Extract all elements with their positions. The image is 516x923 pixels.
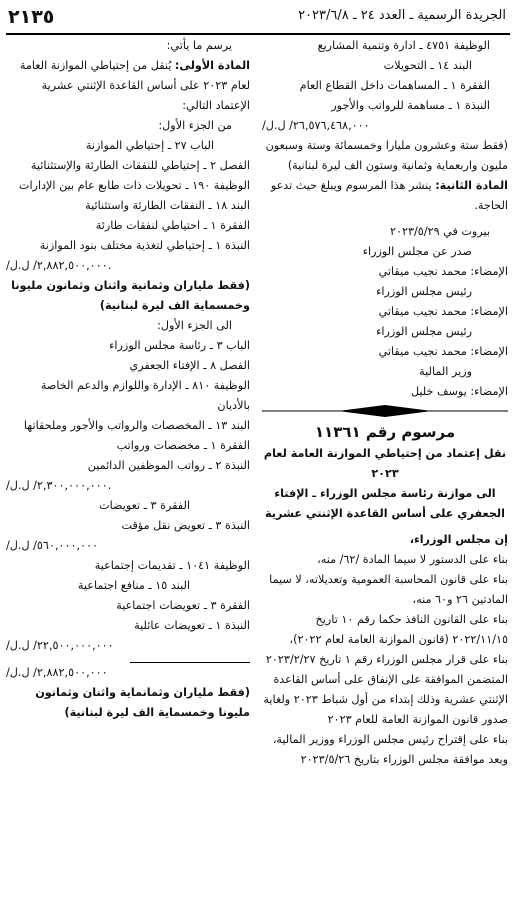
left-column bbox=[6, 36, 250, 723]
preamble-item: وبعد موافقة مجلس الوزراء بتاريخ ٢٠٢٣/٥/٢٦ bbox=[300, 753, 508, 766]
article-one bbox=[6, 56, 250, 116]
text-line: النبذة ١ ـ مساهمة للرواتب والأجور bbox=[331, 99, 490, 112]
amount-in-words: (فقط ستة وعشرون مليارا وخمسمائة وستة وسبعون مليون واربعماية وثمانية وستون الف ليرة لبنانية) bbox=[265, 139, 508, 172]
amount-line: /٢,٣٠٠,٠٠٠,٠٠٠/ ل.ل. bbox=[6, 479, 112, 492]
budget-line: الوظيفة ١٠٤١ ـ تقديمات إجتماعية bbox=[94, 559, 250, 572]
budget-line: الفقرة ٣ ـ تعويضات bbox=[99, 499, 190, 512]
budget-part: الى الجزء الأول: bbox=[157, 319, 232, 332]
section-separator bbox=[262, 402, 508, 420]
decree-number: مرسوم رقم ١١٣٦١ bbox=[314, 423, 456, 441]
role-line: رئيس مجلس الوزراء bbox=[376, 325, 472, 338]
signature-line: الإمضاء: محمد نجيب ميقاتي bbox=[378, 265, 508, 278]
budget-part: من الجزء الأول: bbox=[158, 119, 232, 132]
preamble-opening: إن مجلس الوزراء، bbox=[409, 533, 508, 546]
budget-line: النبذة ١ ـ إحتياطي لتغذية مختلف بنود الموازنة bbox=[39, 239, 250, 252]
article-two bbox=[262, 176, 508, 216]
page-number: ٢١٣٥ bbox=[8, 6, 55, 28]
budget-line: البند ١٨ ـ النفقات الطارئة واستثنائية bbox=[85, 199, 250, 212]
budget-line: الوظيفة ٨١٠ ـ الإدارة واللوازم والدعم الخاصة بالأديان bbox=[40, 379, 250, 412]
separator-ornament bbox=[262, 405, 508, 417]
role-line: وزير المالية bbox=[419, 365, 472, 378]
decree-clause: يرسم ما يأتي: bbox=[166, 39, 232, 52]
page-header bbox=[0, 0, 516, 34]
amount-line: /٢٢,٥٠٠,٠٠٠,٠٠٠/ ل.ل bbox=[6, 639, 114, 652]
budget-line: الباب ٣ ـ رئاسة مجلس الوزراء bbox=[109, 339, 250, 352]
preamble-item: بناء على قانون المحاسبة العمومية وتعديلاته، لا سيما المادتين ٢٦ و٦٠ منه، bbox=[269, 573, 508, 606]
article-text: ينشر هذا المرسوم ويبلغ حيث تدعو الحاجة. bbox=[270, 179, 508, 212]
issuer-line: صدر عن مجلس الوزراء bbox=[362, 245, 472, 258]
article-label: المادة الثانية: bbox=[435, 179, 508, 192]
amount-line: /٢٦,٥٧٦,٤٦٨,٠٠٠/ ل.ل bbox=[262, 119, 370, 132]
budget-line: الوظيفة ١٩٠ ـ تحويلات ذات طابع عام بين الإدارات bbox=[18, 179, 250, 192]
signature-line: الإمضاء: يوسف خليل bbox=[410, 385, 508, 398]
decree-title: نقل إعتماد من إحتياطي الموازنة العامة لعام ٢٠٢٣ bbox=[263, 447, 507, 480]
decree-subtitle: الى موازنة رئاسة مجلس الوزراء ـ الإفتاء الجعفري على أساس القاعدة الإثنتي عشرية bbox=[265, 487, 505, 520]
gazette-title: الجريدة الرسمية ـ العدد ٢٤ ـ ٢٠٢٣/٦/٨ bbox=[298, 8, 506, 23]
text-line: الوظيفة ٤٧٥١ ـ ادارة وتنمية المشاريع bbox=[317, 39, 490, 52]
preamble-item: بناء على إقتراح رئيس مجلس الوزراء ووزير المالية، bbox=[272, 733, 508, 746]
budget-line: النبذة ١ ـ تعويضات عائلية bbox=[134, 619, 250, 632]
budget-line: الفقرة ١ ـ مخصصات ورواتب bbox=[116, 439, 250, 452]
budget-line: الفصل ٨ ـ الإفتاء الجعفري bbox=[129, 359, 250, 372]
text-line: البند ١٤ ـ التحويلات bbox=[383, 59, 472, 72]
preamble-item: بناء على القانون النافذ حكما رقم ١٠ تاريخ ٢٠٢٢/١١/١٥ (قانون الموازنة العامة لعام ٢٠٢٢)، bbox=[289, 613, 508, 646]
header-rule bbox=[6, 33, 510, 35]
budget-line: النبذة ٢ ـ رواتب الموظفين الدائمين bbox=[87, 459, 250, 472]
budget-line: النبذة ٣ ـ تعويض نقل مؤقت bbox=[121, 519, 250, 532]
right-column bbox=[262, 36, 508, 770]
budget-line: الفقرة ٣ ـ تعويضات اجتماعية bbox=[116, 599, 250, 612]
preamble-item: بناء على الدستور لا سيما المادة /٦٢/ منه، bbox=[317, 553, 508, 566]
preamble-item: بناء على قرار مجلس الوزراء رقم ١ تاريخ ٢٠٢٣/٢/٢٧ المتضمن الموافقة على الإنفاق على أساس القاعدة الإثنتي عشرية وذلك إبتداء من أول شباط ٢٠٢٣ ولغاية صدور قانون الموازنة العامة للعام ٢٠٢٣ bbox=[263, 653, 508, 726]
total-amount: /٢,٨٨٢,٥٠٠,٠٠٠/ ل.ل bbox=[6, 666, 108, 679]
article-label: المادة الأولى: bbox=[174, 59, 250, 72]
budget-line: الباب ٢٧ ـ إحتياطي الموازنة bbox=[85, 139, 214, 152]
place-date: بيروت في ٢٠٢٣/٥/٢٩ bbox=[390, 225, 490, 238]
budget-line: الفقرة ١ ـ احتياطي لنفقات طارئة bbox=[95, 219, 250, 232]
total-in-words: (فقط ملياران وثمانماية واثنان وثمانون مليونا وخمسماية الف ليرة لبنانية) bbox=[35, 686, 250, 719]
amount-in-words: (فقط ملياران وثمانية واثنان وثمانون مليونا وخمسماية الف ليرة لبنانية) bbox=[11, 279, 250, 312]
budget-line: الفصل ٢ ـ إحتياطي للنفقات الطارئة والإستثنائية bbox=[30, 159, 250, 172]
role-line: رئيس مجلس الوزراء bbox=[376, 285, 472, 298]
budget-line: البند ١٣ ـ المخصصات والرواتب والأجور وملحقاتها bbox=[23, 419, 250, 432]
article-text: يُنقل من إحتياطي الموازنة العامة لعام ٢٠٢٣ على أساس القاعدة الإثنتي عشرية الإعتماد التالي: bbox=[19, 59, 250, 112]
text-line: الفقرة ١ ـ المساهمات داخل القطاع العام bbox=[299, 79, 490, 92]
amount-line: /٥٦٠,٠٠٠,٠٠٠/ ل.ل bbox=[6, 539, 99, 552]
signature-line: الإمضاء: محمد نجيب ميقاتي bbox=[378, 345, 508, 358]
amount-line: /٢,٨٨٢,٥٠٠,٠٠٠/ ل.ل. bbox=[6, 259, 112, 272]
budget-line: البند ١٥ ـ منافع اجتماعية bbox=[77, 579, 190, 592]
signature-line: الإمضاء: محمد نجيب ميقاتي bbox=[378, 305, 508, 318]
